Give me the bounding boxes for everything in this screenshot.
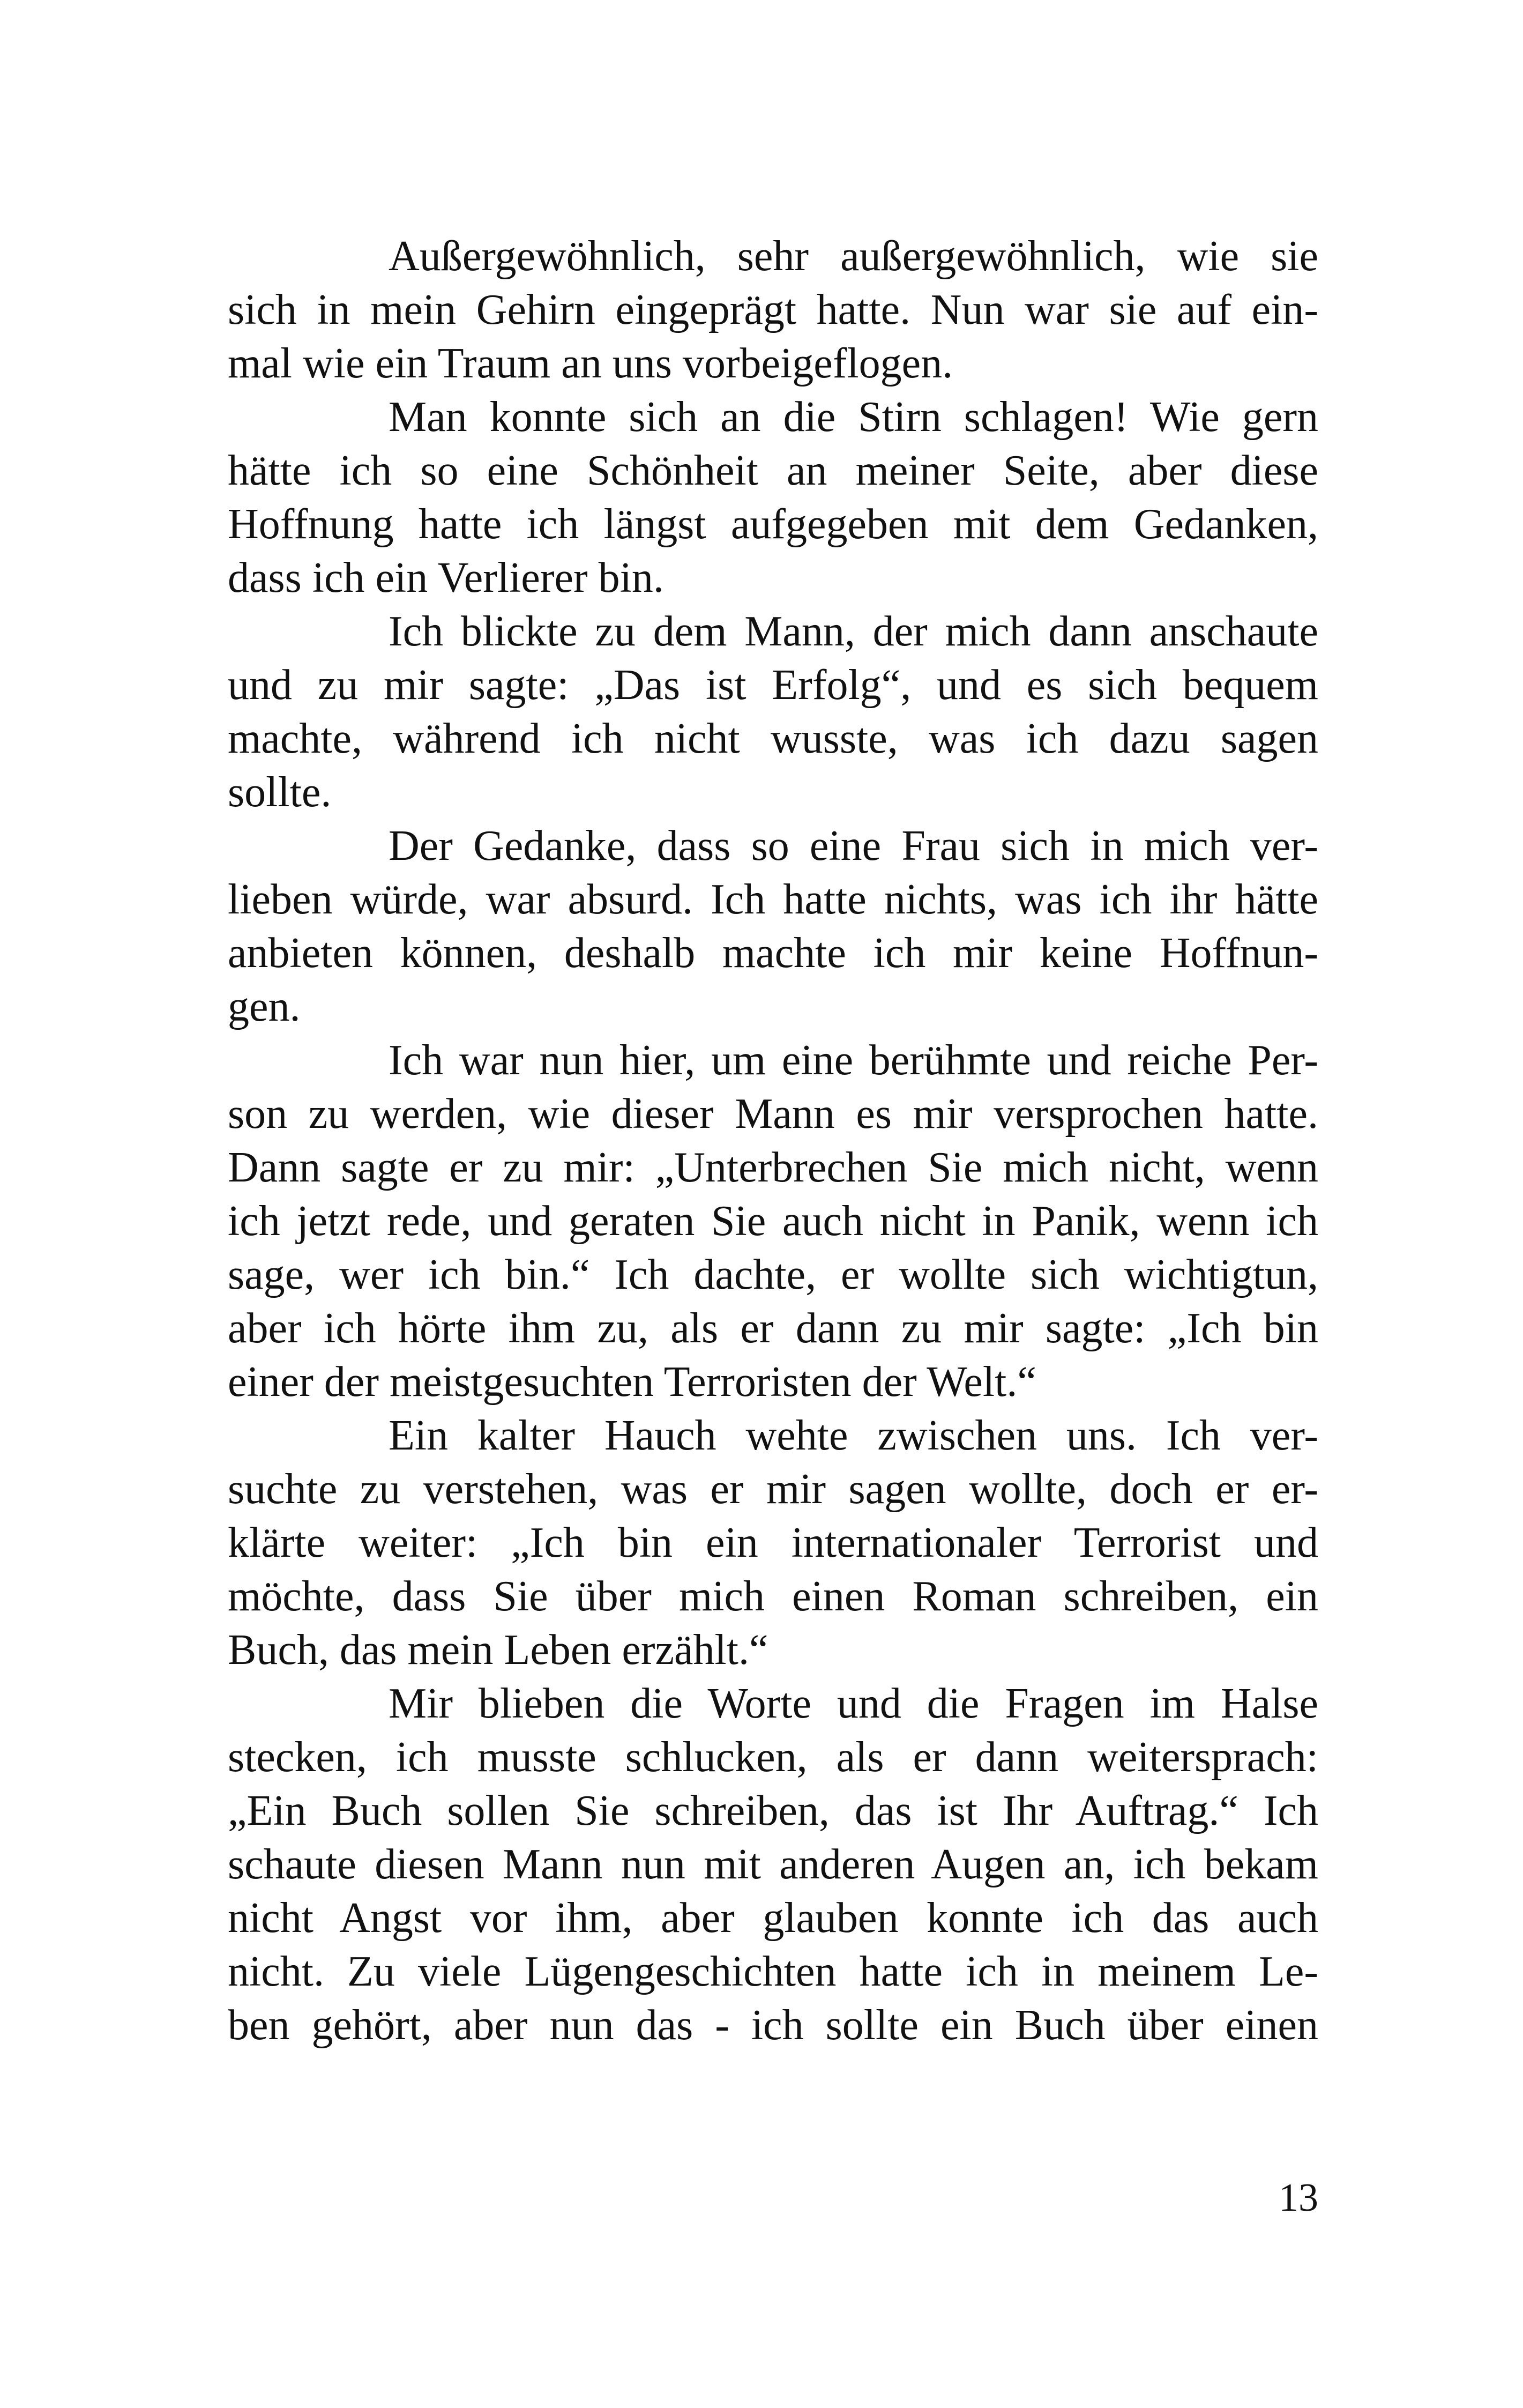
text-line: nicht Angst vor ihm, aber glauben konnte ich das auch xyxy=(228,1894,1318,1942)
text-line: sollte. xyxy=(228,769,332,816)
text-line: sage, wer ich bin.“ Ich dachte, er wollte sich wichtigtun, xyxy=(228,1251,1318,1298)
text-line: gen. xyxy=(228,983,301,1030)
text-line: Dann sagte er zu mir: „Unterbrechen Sie mich nicht, wenn xyxy=(228,1144,1318,1191)
text-line: Ich war nun hier, um eine berühmte und reiche Per- xyxy=(389,1037,1318,1084)
text-line: Außergewöhnlich, sehr außergewöhnlich, wie sie xyxy=(389,233,1318,280)
text-line: einer der meistgesuchten Terroristen der Welt.“ xyxy=(228,1358,1036,1406)
text-line: ich jetzt rede, und geraten Sie auch nicht in Panik, wenn ich xyxy=(228,1198,1318,1245)
text-line: anbieten können, deshalb machte ich mir keine Hoffnun- xyxy=(228,930,1318,977)
text-line: dass ich ein Verlierer bin. xyxy=(228,554,664,601)
text-line: machte, während ich nicht wusste, was ich dazu sagen xyxy=(228,715,1318,762)
body-text xyxy=(228,229,1318,2052)
text-line: Ich blickte zu dem Mann, der mich dann anschaute xyxy=(389,608,1318,655)
text-line: „Ein Buch sollen Sie schreiben, das ist Ihr Auftrag.“ Ich xyxy=(228,1787,1318,1834)
text-line: Mir blieben die Worte und die Fragen im Halse xyxy=(389,1680,1318,1727)
text-line: lieben würde, war absurd. Ich hatte nichts, was ich ihr hätte xyxy=(228,876,1318,923)
text-line: sich in mein Gehirn eingeprägt hatte. Nun war sie auf ein- xyxy=(228,286,1318,333)
text-line: hätte ich so eine Schönheit an meiner Seite, aber diese xyxy=(228,447,1318,494)
text-line: möchte, dass Sie über mich einen Roman schreiben, ein xyxy=(228,1573,1318,1620)
text-line: klärte weiter: „Ich bin ein internationaler Terrorist und xyxy=(228,1519,1318,1566)
text-line: Hoffnung hatte ich längst aufgegeben mit dem Gedanken, xyxy=(228,501,1318,548)
page-number: 13 xyxy=(1279,2176,1318,2220)
text-line: Ein kalter Hauch wehte zwischen uns. Ich ver- xyxy=(389,1412,1318,1459)
text-line: schaute diesen Mann nun mit anderen Augen an, ich bekam xyxy=(228,1841,1318,1888)
text-line: aber ich hörte ihm zu, als er dann zu mir sagte: „Ich bin xyxy=(228,1305,1318,1352)
text-line: suchte zu verstehen, was er mir sagen wollte, doch er er- xyxy=(228,1466,1318,1513)
text-line: und zu mir sagte: „Das ist Erfolg“, und es sich bequem xyxy=(228,662,1318,709)
text-line: nicht. Zu viele Lügengeschichten hatte ich in meinem Le- xyxy=(228,1948,1318,1995)
text-line: son zu werden, wie dieser Mann es mir versprochen hatte. xyxy=(228,1090,1318,1138)
text-line: ben gehört, aber nun das - ich sollte ein Buch über einen xyxy=(228,2002,1318,2049)
text-line: Buch, das mein Leben erzählt.“ xyxy=(228,1626,768,1674)
text-line: mal wie ein Traum an uns vorbeigeflogen. xyxy=(228,340,953,387)
text-line: Der Gedanke, dass so eine Frau sich in mich ver- xyxy=(389,822,1318,869)
text-line: stecken, ich musste schlucken, als er dann weitersprach: xyxy=(228,1734,1318,1781)
text-line: Man konnte sich an die Stirn schlagen! Wie gern xyxy=(389,393,1318,441)
